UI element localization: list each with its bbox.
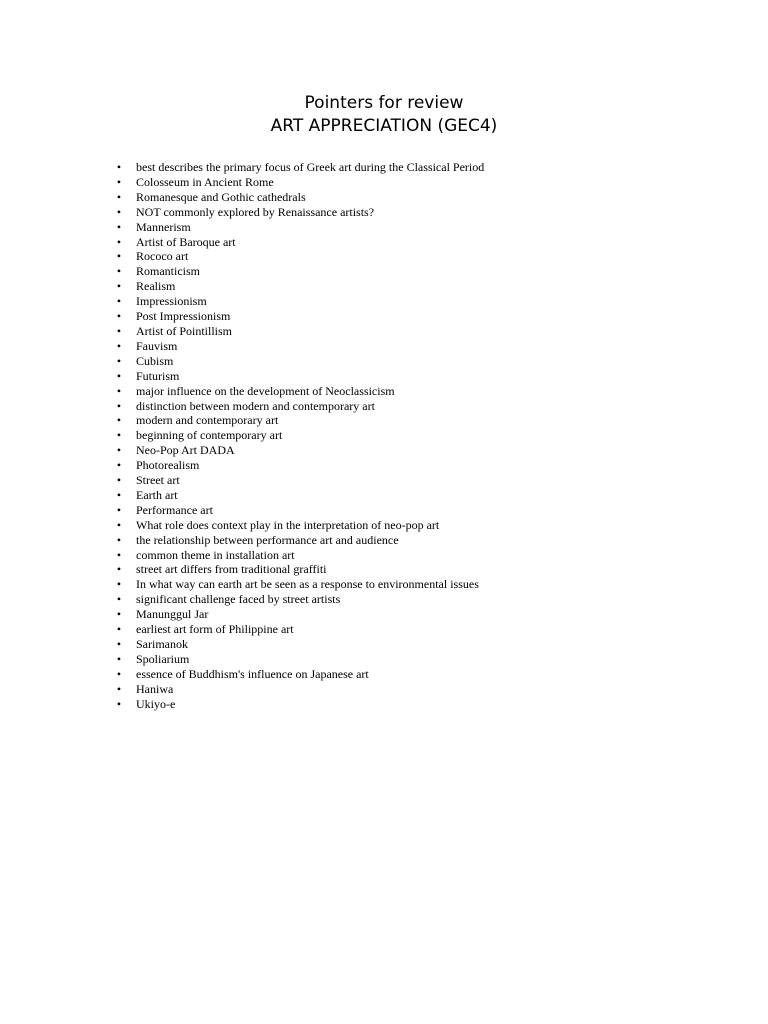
list-item [116,562,484,577]
list-item [116,338,484,354]
list-item [116,502,484,518]
title-block [0,92,768,138]
list-item [116,637,484,652]
list-item-text: Artist of Pointillism [136,323,233,338]
bullet-icon: • [116,487,122,502]
list-item-text: distinction between modern and contemporary art [136,398,375,413]
bullet-icon: • [116,279,122,294]
list-item-text: What role does context play in the interpretation of neo-pop art [136,517,440,532]
bullet-icon: • [116,353,122,368]
bullet-icon: • [116,473,122,488]
bullet-icon: • [116,637,122,651]
list-item [116,413,484,428]
bullet-icon: • [116,592,122,607]
bullet-icon: • [116,189,122,204]
list-item-text: Post Impressionism [136,309,231,324]
bullet-icon: • [116,696,122,711]
bullet-icon: • [116,413,122,428]
bullet-icon: • [116,517,122,532]
bullet-icon: • [116,622,122,637]
list-item-text: Artist of Baroque art [136,234,236,249]
list-item [116,696,484,712]
list-item-text: best describes the primary focus of Greek art during the Classical Period [136,160,485,174]
bullet-icon: • [116,547,122,562]
bullet-icon: • [116,681,122,696]
list-item [116,189,484,205]
list-item [116,219,484,235]
list-item [116,487,484,503]
bullet-icon: • [116,443,122,458]
list-item-text: street art differs from traditional graffiti [136,562,327,577]
list-item-text: Colosseum in Ancient Rome [136,174,274,189]
list-item-text: the relationship between performance art and audience [136,532,399,547]
list-item [116,204,484,220]
bullet-icon: • [116,234,122,249]
bullet-icon: • [116,398,122,413]
list-item-text: Mannerism [136,219,191,234]
page-title: Pointers for review [304,93,464,113]
list-item [116,651,484,667]
list-item-text: Romanticism [136,264,200,279]
bullet-icon: • [116,174,122,189]
list-item-text: Romanesque and Gothic cathedrals [136,189,306,204]
review-pointer-list [116,160,485,712]
list-item-text: Ukiyo-e [136,696,176,711]
list-item [116,666,484,682]
bullet-icon: • [116,323,122,338]
bullet-icon: • [116,532,122,547]
list-item-text: earliest art form of Philippine art [136,622,294,637]
list-item [116,547,484,563]
list-item-text: common theme in installation art [136,547,295,562]
list-item [116,681,484,697]
list-item [116,368,484,384]
list-item [116,234,484,250]
list-item-text: beginning of contemporary art [136,428,283,443]
page-subtitle: ART APPRECIATION (GEC4) [270,116,498,136]
list-item [116,353,484,369]
bullet-icon: • [116,294,122,309]
list-item-text: Fauvism [136,338,178,353]
bullet-icon: • [116,428,122,443]
list-item-text: NOT commonly explored by Renaissance artists? [136,204,375,219]
list-item-text: Cubism [136,353,174,368]
list-item-text: In what way can earth art be seen as a response to environmental issues [136,577,479,592]
list-item-text: Photorealism [136,458,200,473]
list-item [116,443,484,458]
bullet-icon: • [116,651,122,666]
list-item [116,323,484,339]
list-item [116,383,484,399]
bullet-icon: • [116,458,122,473]
list-item-text: Realism [136,279,176,294]
list-item-text: significant challenge faced by street artists [136,592,341,607]
bullet-icon: • [116,368,122,383]
list-item-text: Spoliarium [136,651,190,666]
list-item [116,577,484,592]
list-item [116,458,484,473]
list-item [116,622,484,637]
list-item-text: Earth art [136,487,178,502]
list-item [116,294,484,309]
list-item [116,532,484,548]
bullet-icon: • [116,607,122,622]
list-item [116,174,484,190]
list-item-text: major influence on the development of Neoclassicism [136,383,395,398]
list-item-text: Performance art [136,502,213,517]
list-item [116,607,484,622]
list-item [116,428,484,443]
list-item-text: Futurism [136,368,180,383]
list-item-text: Neo-Pop Art DADA [136,443,235,458]
list-item [116,264,484,279]
list-item-text: modern and contemporary art [136,413,279,428]
bullet-icon: • [116,338,122,353]
list-item [116,398,484,414]
bullet-icon: • [116,264,122,279]
bullet-icon: • [116,219,122,234]
list-item [116,473,484,488]
list-item [116,309,484,324]
list-item-text: Street art [136,473,180,488]
bullet-icon: • [116,309,122,324]
bullet-icon: • [116,204,122,219]
list-item-text: Manunggul Jar [136,607,209,622]
list-item [116,249,484,264]
list-item-text: Impressionism [136,294,207,309]
list-item [116,160,485,175]
list-item [116,517,484,533]
list-item-text: Sarimanok [136,637,188,651]
list-item-text: Haniwa [136,681,174,696]
bullet-icon: • [116,577,122,592]
bullet-icon: • [116,562,122,577]
bullet-icon: • [116,666,122,681]
list-item-text: essence of Buddhism's influence on Japanese art [136,666,369,681]
list-item [116,592,484,607]
bullet-icon: • [116,160,122,174]
bullet-icon: • [116,383,122,398]
list-item-text: Rococo art [136,249,189,264]
bullet-icon: • [116,249,122,264]
bullet-icon: • [116,502,122,517]
list-item [116,279,484,294]
